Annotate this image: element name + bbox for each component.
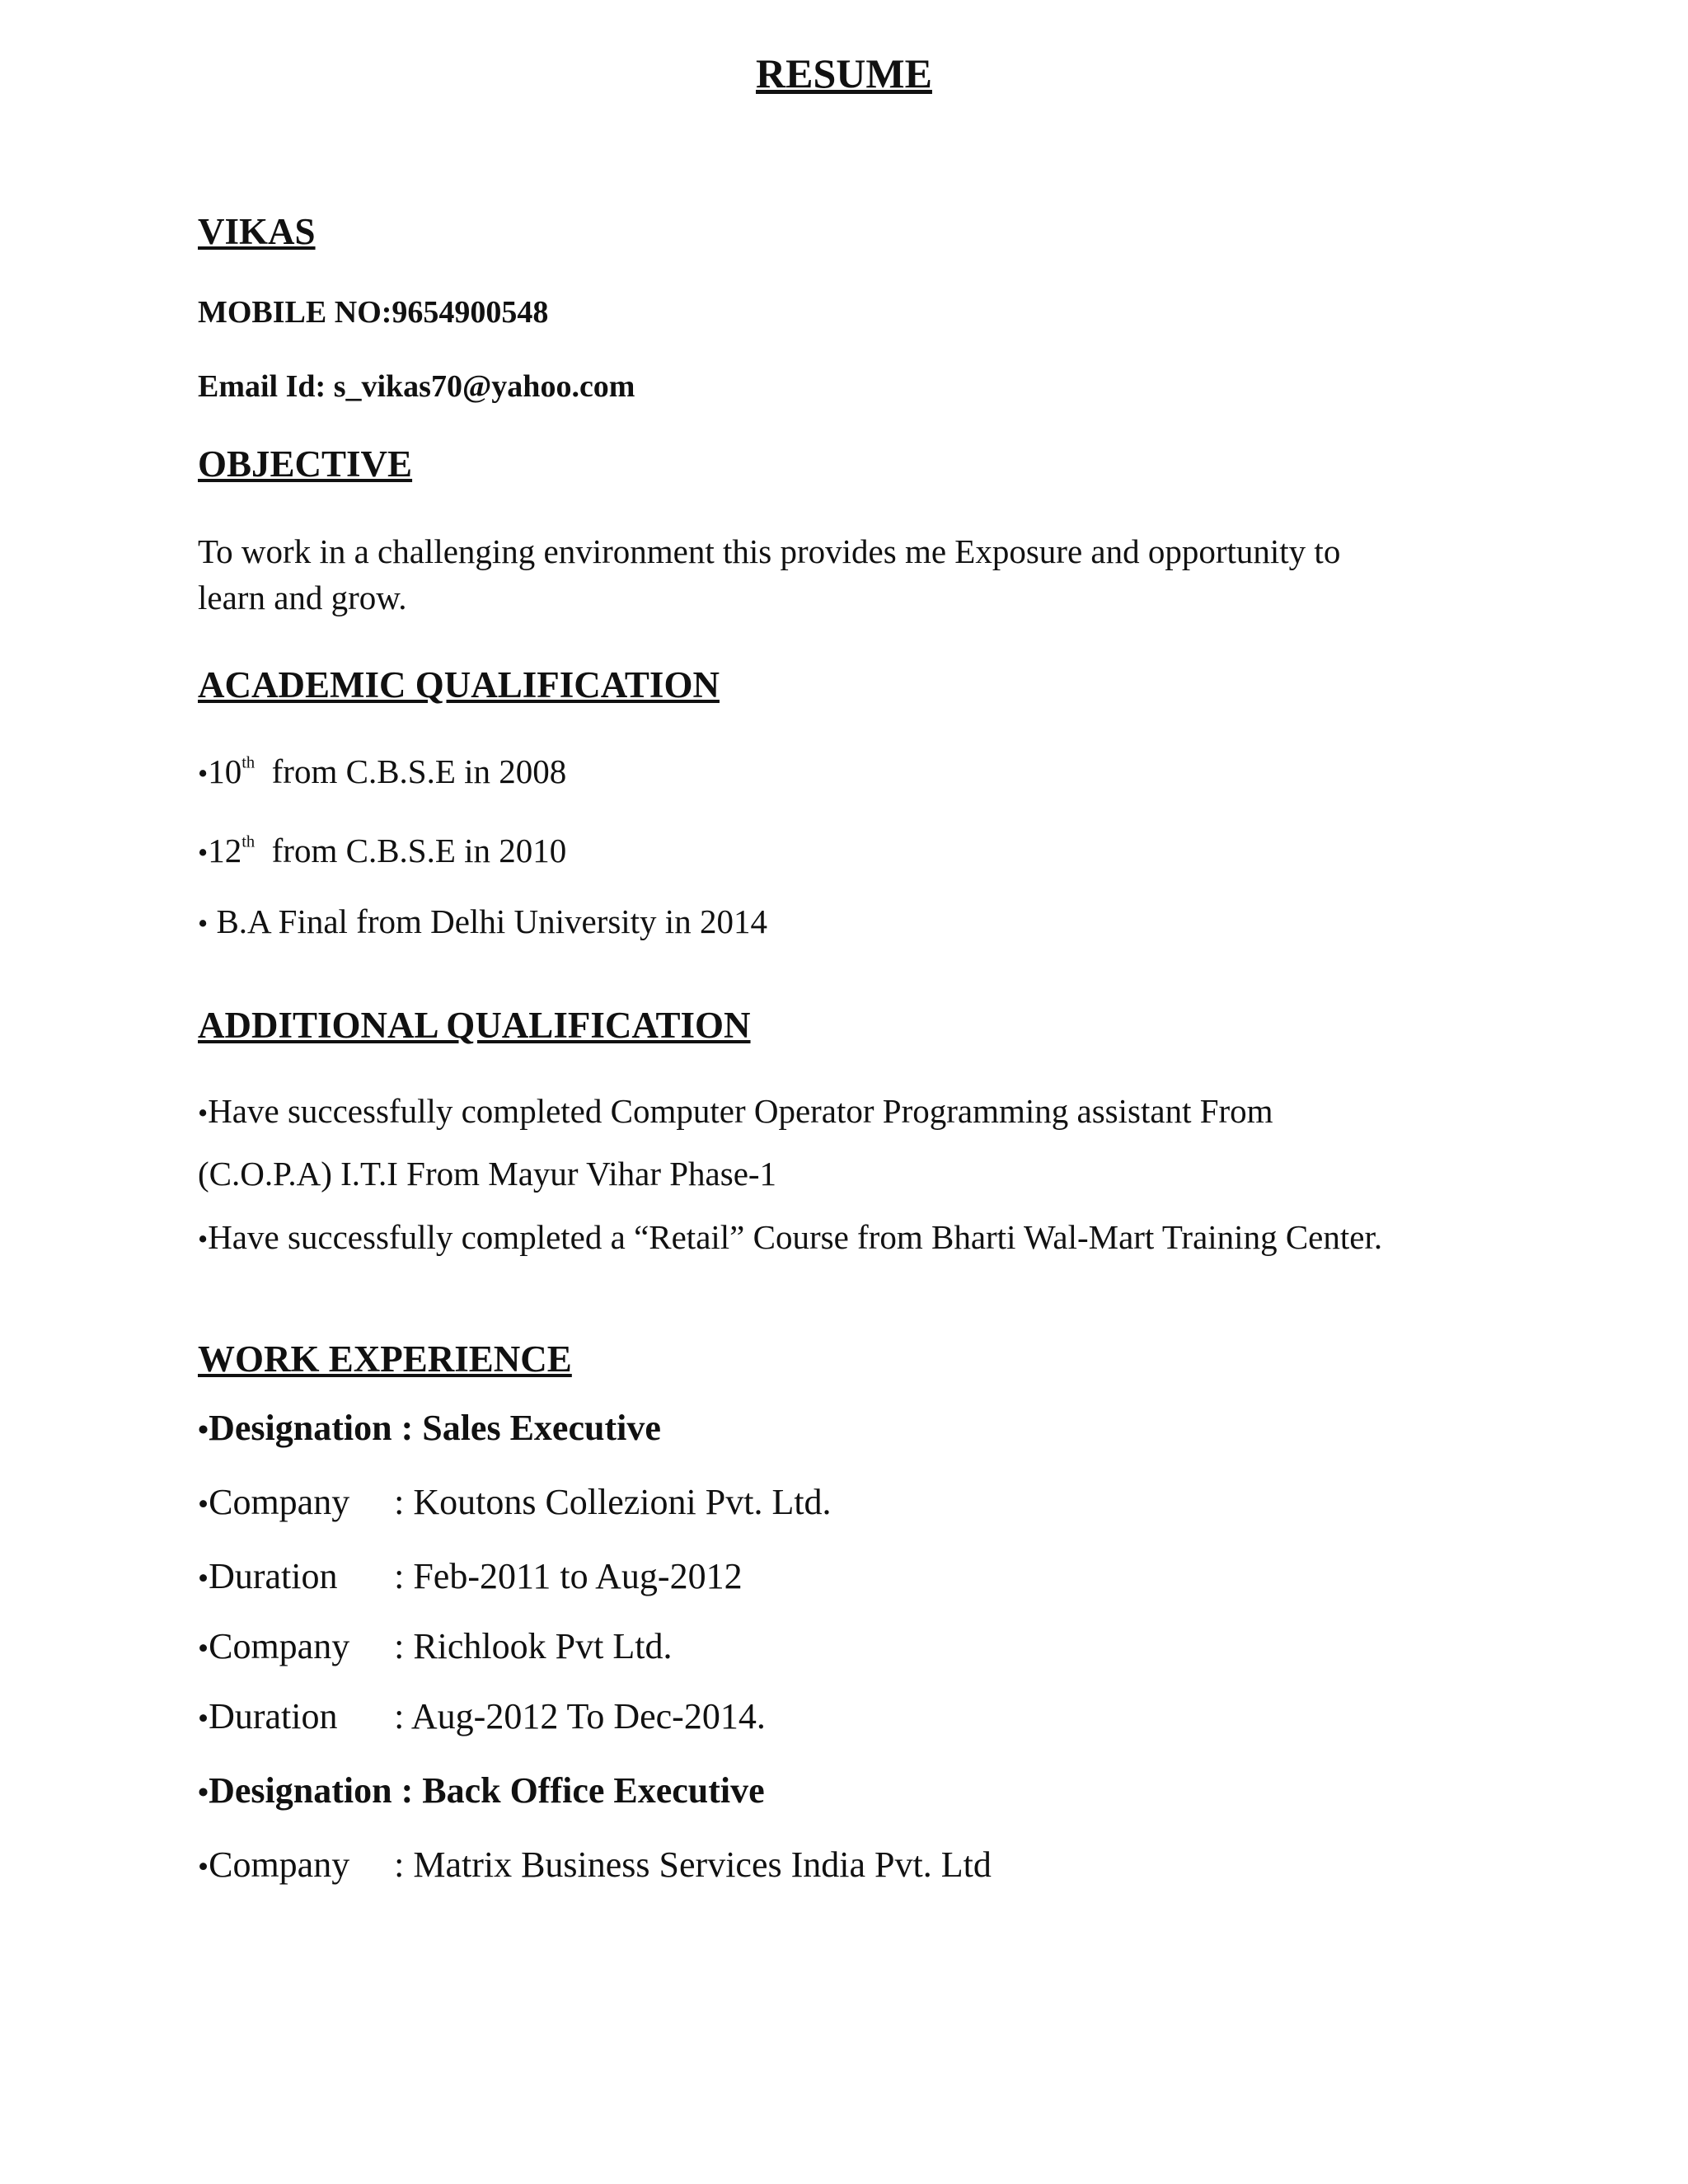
work-designation: •Designation : Sales Executive: [198, 1408, 661, 1448]
work-company: •Company : Richlook Pvt Ltd.: [198, 1626, 673, 1666]
objective-heading: OBJECTIVE: [198, 443, 413, 485]
work-duration: •Duration : Aug-2012 To Dec-2014.: [198, 1696, 766, 1736]
additional-item-line: (C.O.P.A) I.T.I From Mayur Vihar Phase-1: [198, 1155, 777, 1193]
academic-item: •12th from C.B.S.E in 2010: [198, 832, 567, 869]
academic-heading: ACADEMIC QUALIFICATION: [198, 664, 720, 705]
academic-item: •10th from C.B.S.E in 2008: [198, 752, 567, 790]
mobile-number: MOBILE NO:9654900548: [198, 295, 549, 330]
objective-line-2: learn and grow.: [198, 579, 407, 616]
work-company: •Company : Koutons Collezioni Pvt. Ltd.: [198, 1482, 832, 1522]
additional-heading: ADDITIONAL QUALIFICATION: [198, 1005, 751, 1046]
work-heading: WORK EXPERIENCE: [198, 1338, 572, 1380]
objective-line-1: To work in a challenging environment this provides me Exposure and opportunity to: [198, 532, 1341, 570]
resume-title: RESUME: [756, 50, 932, 96]
work-company: •Company : Matrix Business Services India Pvt. Ltd: [198, 1844, 992, 1885]
email-id: Email Id: s_vikas70@yahoo.com: [198, 369, 635, 404]
additional-item-line: •Have successfully completed Computer Operator Programming assistant From: [198, 1092, 1273, 1130]
work-designation: •Designation : Back Office Executive: [198, 1770, 765, 1811]
additional-item-line: •Have successfully completed a “Retail” Course from Bharti Wal-Mart Training Center.: [198, 1218, 1383, 1256]
academic-item: • B.A Final from Delhi University in 2014: [198, 902, 767, 940]
candidate-name: VIKAS: [198, 211, 316, 252]
work-duration: •Duration : Feb-2011 to Aug-2012: [198, 1556, 743, 1596]
